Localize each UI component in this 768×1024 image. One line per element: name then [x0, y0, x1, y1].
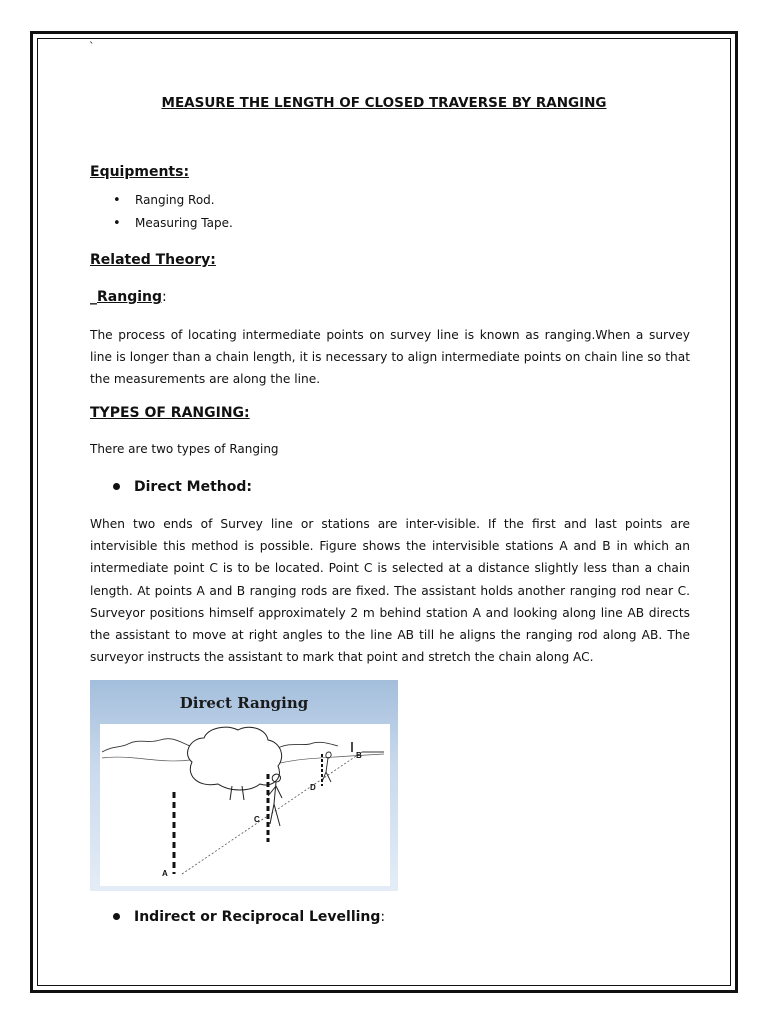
types-heading: TYPES OF RANGING: [90, 405, 250, 421]
stray-mark: ` [89, 40, 95, 53]
label-d: D [310, 783, 316, 792]
bullet-icon [113, 483, 120, 490]
list-item: • Measuring Tape. [90, 212, 233, 235]
direct-method-paragraph: When two ends of Survey line or stations are inter-visible. If the first and last points are intervisible this method is possible. Figure shows the intervisible stations A and B in which an intermediate point C is to be located. Point C is selected at a distance slightly less than a chain length. At points A and B ranging rods are fixed. The assistant holds another ranging rod near C. Surveyor positions himself approximately 2 m behind station A and looking along line AB directs the assistant to move at right angles to the line AB till he aligns the ranging rod along AB. The surveyor instructs the assistant to mark that point and stretch the chain along AC. [90, 517, 690, 665]
direct-ranging-figure [90, 680, 398, 891]
figure-title: Direct Ranging [179, 694, 309, 712]
figure-illustration [100, 724, 390, 886]
indirect-method-heading [113, 909, 385, 925]
indirect-method-heading-text: Indirect or Reciprocal Levelling [134, 909, 381, 925]
hills-outline-right [278, 742, 338, 748]
list-item: • Ranging Rod. [90, 189, 233, 212]
hills-outline [102, 739, 198, 752]
label-c: C [254, 815, 260, 824]
equipments-heading: Equipments: [90, 164, 190, 180]
ranging-heading-text: Ranging [97, 289, 163, 305]
tree-icon [188, 727, 282, 790]
direct-method-heading-text: Direct Method: [134, 479, 253, 495]
ranging-colon: : [162, 289, 167, 305]
page-title: MEASURE THE LENGTH OF CLOSED TRAVERSE BY RANGING [161, 95, 607, 111]
label-b: B [356, 751, 362, 760]
surveyor-figure [322, 752, 331, 782]
types-intro: There are two types of Ranging [90, 442, 279, 456]
related-theory-heading: Related Theory: [90, 252, 216, 268]
ranging-lead: _ [90, 289, 97, 305]
ranging-paragraph: The process of locating intermediate points on survey line is known as ranging.When a survey line is longer than a chain length, it is necessary to align intermediate points on chain line so that the measurements are along the line. [90, 328, 690, 387]
direct-method-heading [113, 479, 252, 495]
label-a: A [162, 869, 168, 878]
bullet-icon [113, 913, 120, 920]
ranging-heading [90, 289, 167, 305]
equipments-list [90, 189, 233, 235]
indirect-method-colon: : [380, 909, 386, 925]
direct-ranging-drawing [100, 724, 390, 886]
